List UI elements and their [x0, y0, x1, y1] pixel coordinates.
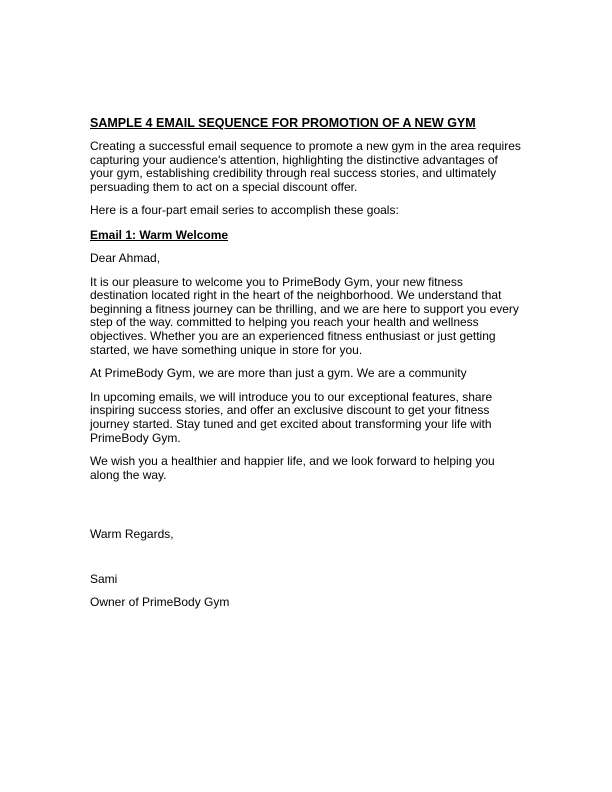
salutation: Dear Ahmad,: [90, 250, 161, 265]
series-intro-line: Here is a four-part email series to accomplish these goals:: [90, 203, 399, 218]
closing-line: Warm Regards,: [90, 527, 174, 542]
signature-title: Owner of PrimeBody Gym: [90, 595, 230, 610]
signature-name: Sami: [90, 571, 118, 586]
document-title: SAMPLE 4 EMAIL SEQUENCE FOR PROMOTION OF A NEW GYM: [90, 116, 476, 130]
body-paragraph-welcome: It is our pleasure to welcome you to PrimeBody Gym, your new fitness destination located right in the heart of the neighborhood. We understand that beginning a fitness journey can be thrilling, and we are here to support you every step of the way. committed to helping you reach your health and wellness objectives. Whether you are an experienced fitness enthusiast or just getting started, we have something unique in store for you.: [90, 274, 519, 357]
document-content: [90, 115, 521, 620]
intro-paragraph: Creating a successful email sequence to promote a new gym in the area requires capturing your audience's attention, highlighting the distinctive advantages of your gym, establishing credibility through real success stories, and ultimately persuading them to act on a special discount offer.: [90, 139, 521, 194]
email-1-heading: Email 1: Warm Welcome: [90, 227, 229, 242]
body-paragraph-well-wishes: We wish you a healthier and happier life, and we look forward to helping you along the way.: [90, 454, 495, 482]
body-paragraph-community: At PrimeBody Gym, we are more than just a gym. We are a community: [90, 366, 467, 381]
body-paragraph-upcoming-emails: In upcoming emails, we will introduce you to our exceptional features, share inspiring success stories, and offer an exclusive discount to get your fitness journey started. Stay tuned and get excited about transforming your life with PrimeBody Gym.: [90, 389, 493, 445]
